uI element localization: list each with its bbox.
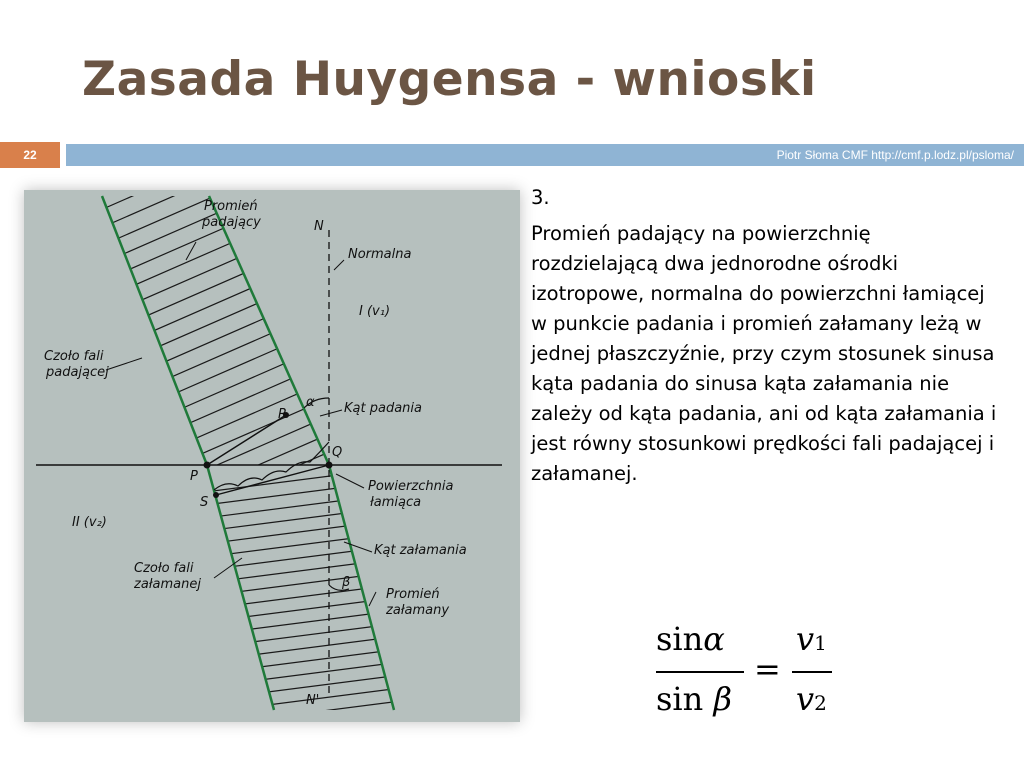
label-promien-zalamany-1: Promień [386,587,440,602]
label-promien-padajacy-1: Promień [204,199,258,214]
point-S [213,492,219,498]
label-czolo-zalamanej-2: załamanej [134,577,201,592]
explanation-text [531,183,1001,489]
alpha-symbol: α [703,620,725,658]
formula-den-left: sin β [656,680,732,718]
snell-law-paragraph: Promień padający na powierzchnię rozdzielającą dwa jednorodne ośrodki izotropowe, normalna do powierzchni łamiącej w punkcie padania i promień załamany leżą w jednej płaszczyźnie, przy czym stosunek sinusa kąta padania do sinusa kąta załamania nie zależy od kąta padania, ani od kąta załamania i jest równy stosunkowi prędkości fali padającej i załamanej. [531,222,997,485]
label-promien-zalamany-2: załamany [386,603,450,618]
formula-equals: = [754,650,781,688]
label-medium-1: I (v₁) [359,304,391,319]
point-Q [326,462,333,469]
author-credit: Piotr Słoma CMF http://cmf.p.lodz.pl/psloma/ [776,148,1014,162]
label-powierzchnia-2: łamiąca [370,495,422,510]
fraction-bar-left [656,671,744,673]
label-P: P [190,469,198,484]
beta-symbol: β [713,680,732,718]
slide-title: Zasada Huygensa - wnioski [82,52,817,107]
label-beta: β [342,575,351,590]
point-P [204,462,211,469]
label-powierzchnia-1: Powierzchnia [368,479,454,494]
formula-num-left: sinα [656,620,725,658]
point-number: 3. [531,186,550,209]
label-R: R [278,407,288,422]
label-promien-padajacy-2: padający [202,215,261,230]
snell-formula [650,620,850,730]
label-N-prime: N' [306,693,320,708]
formula-den-right: v2 [796,680,827,718]
fraction-bar-right [792,671,832,673]
label-kat-zalamania: Kąt załamania [374,543,467,558]
diagram-svg [24,190,520,722]
slide-number: 22 [0,142,60,168]
label-czolo-padajacej-1: Czoło fali [44,349,104,364]
label-czolo-zalamanej-1: Czoło fali [134,561,194,576]
refraction-diagram [24,190,520,722]
label-Q: Q [332,445,343,460]
formula-num-right: v1 [796,620,827,658]
label-normalna: Normalna [348,247,412,262]
header-bar [0,142,1024,168]
label-alpha: α [306,395,315,410]
label-S: S [200,495,209,510]
label-medium-2: II (v₂) [72,515,107,530]
label-czolo-padajacej-2: padającej [46,365,109,380]
label-N: N [314,219,324,234]
label-kat-padania: Kąt padania [344,401,422,416]
paper-background [24,190,520,722]
